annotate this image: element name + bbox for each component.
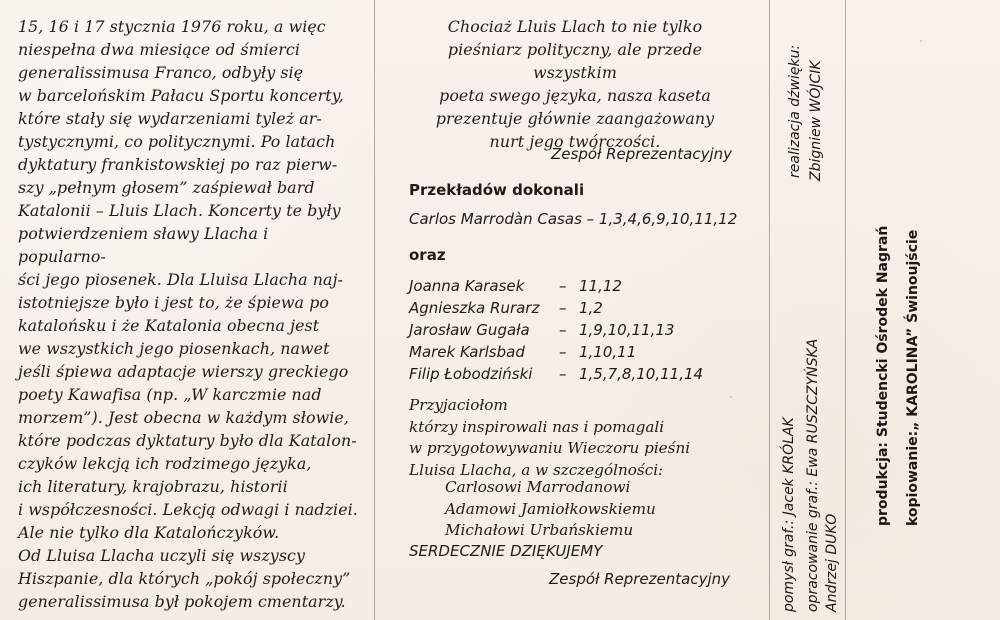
translator-name: Jarosław Gugała (409, 321, 530, 339)
translator-tracks: 1,2 (579, 299, 603, 317)
translator-row (409, 343, 739, 365)
top-signature: Zespół Reprezentacyjny (551, 145, 733, 163)
middle-intro-text: Chociaż Lluis Llach to nie tylko pieśniarz polityczny, ale przede wszystkim poeta swego języka, nasza kaseta prezentuje głównie zaangażowany nurt jego twórczości. (435, 17, 715, 151)
translator-dash: – (559, 343, 567, 361)
translator-name: Agnieszka Rurarz (409, 299, 540, 317)
bottom-signature: Zespół Reprezentacyjny (549, 570, 731, 588)
column-divider-left (374, 0, 375, 620)
column-divider-right (769, 0, 770, 620)
translator-name: Filip Łobodziński (409, 365, 533, 383)
copying-line: kopiowanie:„ KAROLINA” Świnoujście (905, 229, 921, 526)
translator-dash: – (559, 277, 567, 295)
graphic-editing-credit-1: opracowanie graf.: Ewa RUSZCZYŃSKA (805, 338, 821, 612)
translator-row (409, 299, 739, 321)
thanks-names: Carlosowi Marrodanowi Adamowi Jamiołkowskiemu Michałowi Urbańskiemu (445, 478, 656, 539)
translations-title: Przekładów dokonali (409, 181, 585, 199)
translator-row (409, 365, 739, 387)
oraz-label: oraz (409, 246, 446, 264)
production-line: produkcja: Studencki Ośrodek Nagrań (875, 225, 891, 526)
graphic-editing-credit-2: Andrzej DUKO (824, 513, 840, 612)
main-translator-line: Carlos Marrodàn Casas – 1,3,4,6,9,10,11,12 (409, 210, 738, 228)
sound-realization-label: realizacja dźwięku: (787, 44, 803, 178)
translator-tracks: 11,12 (579, 277, 622, 295)
graphic-idea-credit: pomysł graf.: Jacek KRÓLAK (781, 417, 797, 612)
sound-realization-name: Zbigniew WÓJCIK (808, 60, 824, 181)
thanks-paragraph: Przyjaciołom którzy inspirowali nas i pomagali w przygotowywaniu Wieczoru pieśni Lluisa Llacha, a w szczególności: (409, 396, 691, 479)
translator-name: Marek Karlsbad (409, 343, 525, 361)
translator-name: Joanna Karasek (409, 277, 525, 295)
left-column-text: 15, 16 i 17 stycznia 1976 roku, a więc niespełna dwa miesiące od śmierci generalissimusa Franco, odbyły się w barcelońskim Pałacu Sportu koncerty, które stały się wydarzeniami tyleż ar- tystycznymi, co politycznymi. Po latach dyktatury frankistowskiej po raz pierw- szy „pełnym głosem” zaśpiewał bard Katalonii – Lluis Llach. Koncerty te były potwierdzeniem sławy Llacha i popularno- ści jego piosenek. Dla Lluisa Llacha naj- istotniejsze było i jest to, że śpiewa po katalońsku i że Katalonia obecna jest we wszystkich jego piosenkach, nawet jeśli śpiewa adaptacje wierszy greckiego poety Kawafisa (np. „W karczmie nad morzem”). Jest obecna w każdym słowie, które podczas dyktatury było dla Katalon- czyków lekcją ich rodzimego języka, ich literatury, krajobrazu, historii i współczesności. Lekcją odwagi i nadziei. Ale nie tylko dla Katalończyków. Od Lluisa Llacha uczyli się wszyscy Hiszpanie, dla których „pokój społeczny” generalissimusa był pokojem cmentarzy. (18, 17, 358, 611)
translator-dash: – (559, 299, 567, 317)
closing-line: SERDECZNIE DZIĘKUJEMY (409, 542, 603, 560)
translator-credits (409, 277, 739, 387)
translator-tracks: 1,5,7,8,10,11,14 (579, 365, 704, 383)
translator-row (409, 321, 739, 343)
translator-row (409, 277, 739, 299)
translator-dash: – (559, 321, 567, 339)
translator-tracks: 1,10,11 (579, 343, 637, 361)
translator-dash: – (559, 365, 567, 383)
translator-tracks: 1,9,10,11,13 (579, 321, 675, 339)
panel-divider (845, 0, 846, 620)
